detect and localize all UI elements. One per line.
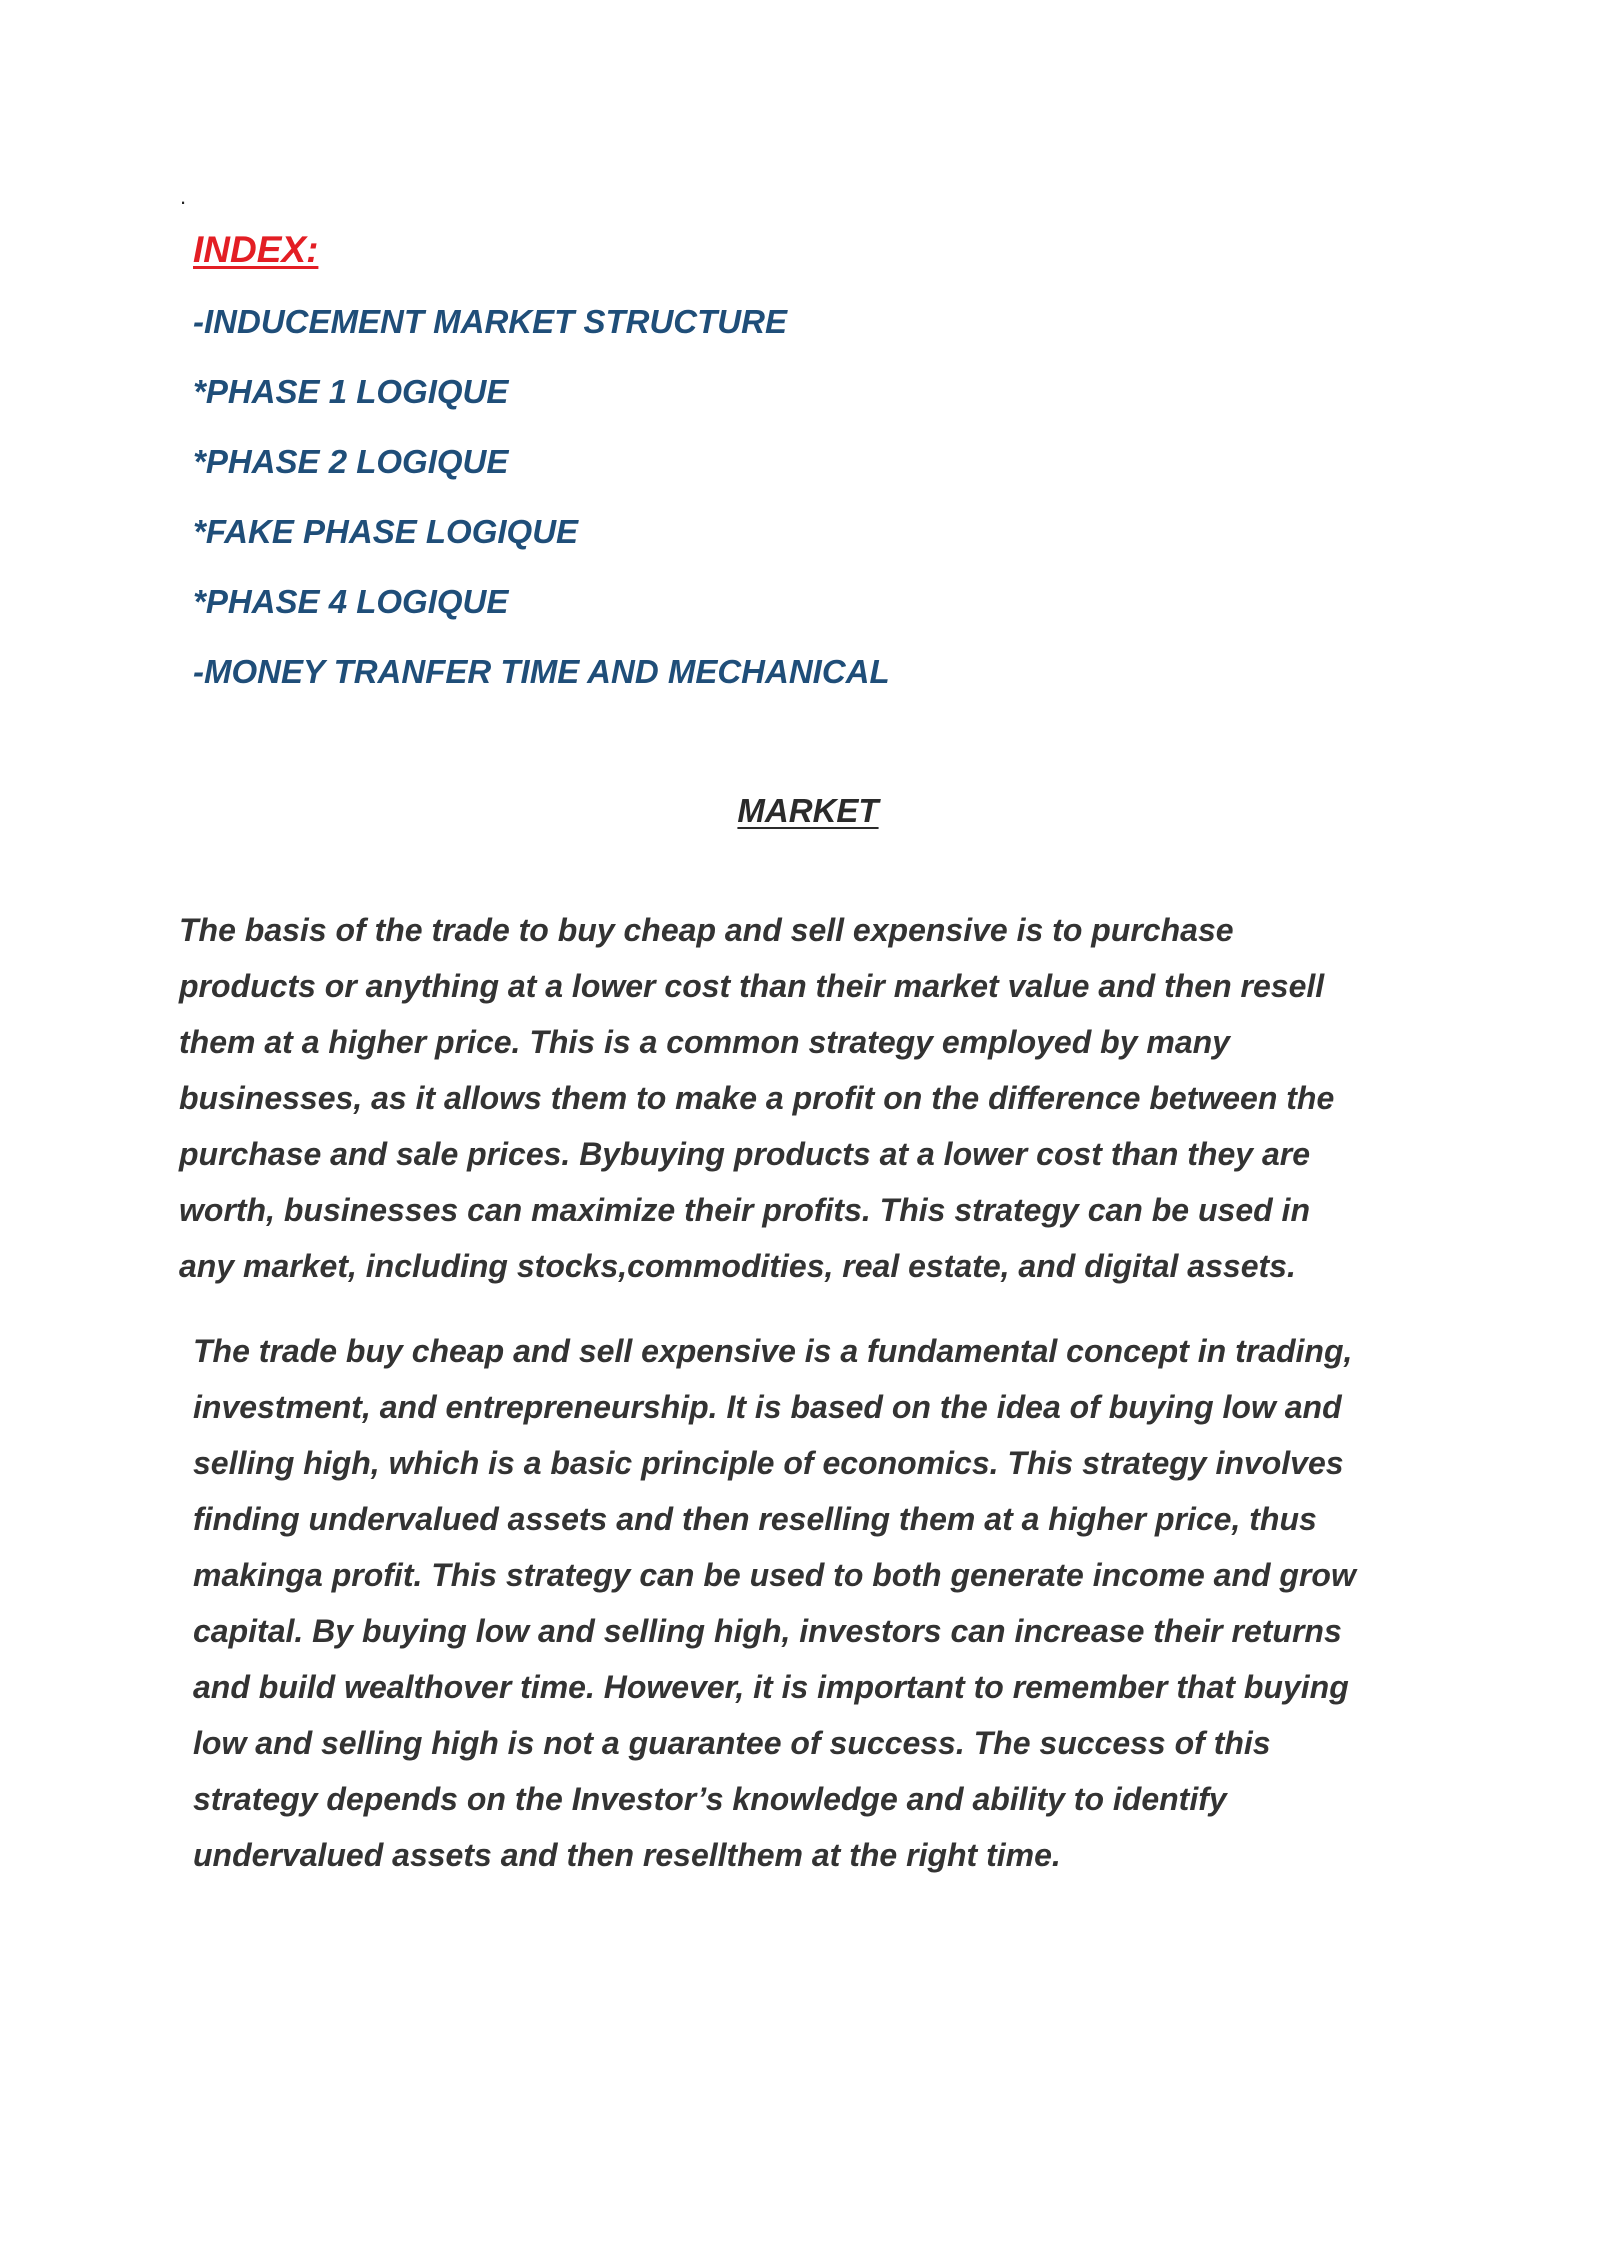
market-paragraph-2: The trade buy cheap and sell expensive is a fundamental concept in trading, investment, and entrepreneurship. It is based on the idea of buying low and selling high, which is a basic principle of economics. This strategy involves finding undervalued assets and then reselling them at a higher price, thus makinga profit. This strategy can be used to both generate income and grow capital. By buying low and selling high, investors can increase their returns and build wealthover time. However, it is important to remember that buying low and selling high is not a guarantee of success. The success of this strategy depends on the Investor’s knowledge and ability to identify undervalued assets and then resellthem at the right time. [193, 1333, 1356, 1873]
section-heading-market: MARKET [737, 792, 879, 829]
index-list [193, 302, 890, 722]
index-item-fake-phase-logique: *FAKE PHASE LOGIQUE [193, 513, 579, 550]
page-marker-dot: . [180, 184, 187, 209]
index-item-phase-2-logique: *PHASE 2 LOGIQUE [193, 443, 509, 480]
market-paragraph-1: The basis of the trade to buy cheap and sell expensive is to purchase products or anything at a lower cost than their market value and then resell them at a higher price. This is a common strategy employed by many businesses, as it allows them to make a profit on the difference between the purchase and sale prices. Bybuying products at a lower cost than they are worth, businesses can maximize their profits. This strategy can be used in any market, including stocks,commodities, real estate, and digital assets. [179, 912, 1335, 1284]
index-item-money-transfer-time: -MONEY TRANFER TIME AND MECHANICAL [193, 653, 890, 690]
index-item-phase-1-logique: *PHASE 1 LOGIQUE [193, 373, 509, 410]
index-item-phase-4-logique: *PHASE 4 LOGIQUE [193, 583, 509, 620]
index-title: INDEX: [193, 229, 319, 270]
index-item-inducement-market-structure: -INDUCEMENT MARKET STRUCTURE [193, 303, 787, 340]
